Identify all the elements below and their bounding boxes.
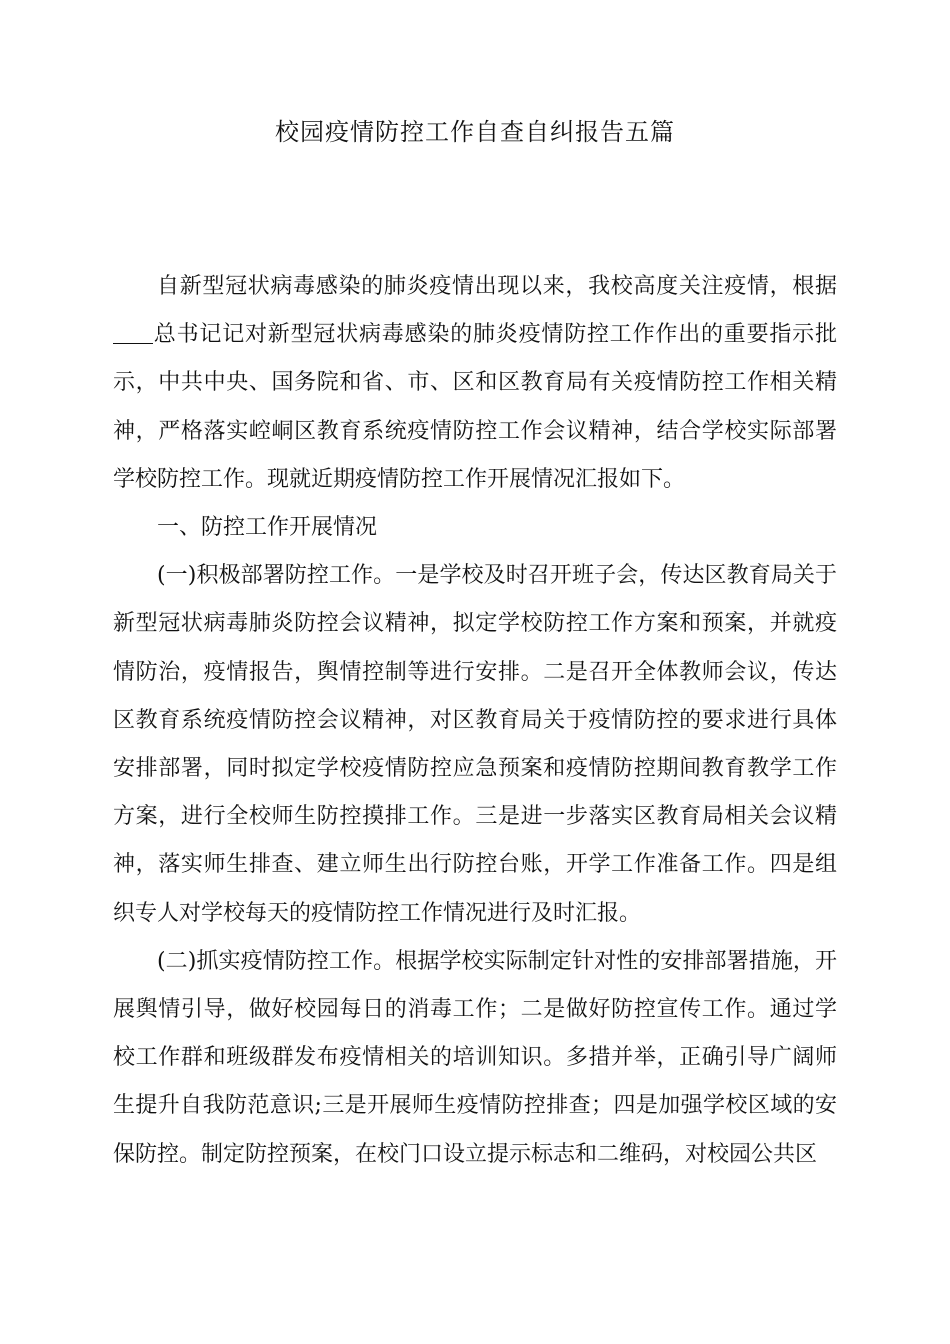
section-heading: 一、防控工作开展情况 (157, 515, 378, 541)
intro-text-part2: 总书记记对新型冠状病毒感染的肺炎疫情防控工作作出的重要指示批示，中共中央、国务院和省、市、区和区教育局有关疫情防控工作相关精神，严格落实崆峒区教育系统疫情防控工作会议精神，结合学校实际部署学校防控工作。现就近期疫情防控工作开展情况汇报如下。 (113, 322, 837, 492)
name-blank-underline (113, 321, 153, 344)
document-title: 校园疫情防控工作自查自纠报告五篇 (275, 118, 675, 146)
intro-paragraph (113, 263, 837, 504)
paragraph-deploy-prevention: (一)积极部署防控工作。一是学校及时召开班子会，传达区教育局关于新型冠状病毒肺炎防控会议精神，拟定学校防控工作方案和预案，并就疫情防治，疫情报告，舆情控制等进行安排。二是召开全体教师会议，传达区教育系统疫情防控会议精神，对区教育局关于疫情防控的要求进行具体安排部署，同时拟定学校疫情防控应急预案和疫情防控期间教育教学工作方案，进行全校师生防控摸排工作。三是进一步落实区教育局相关会议精神，落实师生排查、建立师生出行防控台账，开学工作准备工作。四是组织专人对学校每天的疫情防控工作情况进行及时汇报。 (113, 563, 837, 926)
intro-text-part1: 自新型冠状病毒感染的肺炎疫情出现以来，我校高度关注疫情，根据 (157, 274, 837, 299)
paragraph-implement-prevention: (二)抓实疫情防控工作。根据学校实际制定针对性的安排部署措施，开展舆情引导，做好校园每日的消毒工作；二是做好防控宣传工作。通过学校工作群和班级群发布疫情相关的培训知识。多措并举，正确引导广阔师生提升自我防范意识;三是开展师生疫情防控排查；四是加强学校区域的安保防控。制定防控预案，在校门口设立提示标志和二维码，对校园公共区 (113, 948, 837, 1167)
document-body (113, 263, 837, 1179)
